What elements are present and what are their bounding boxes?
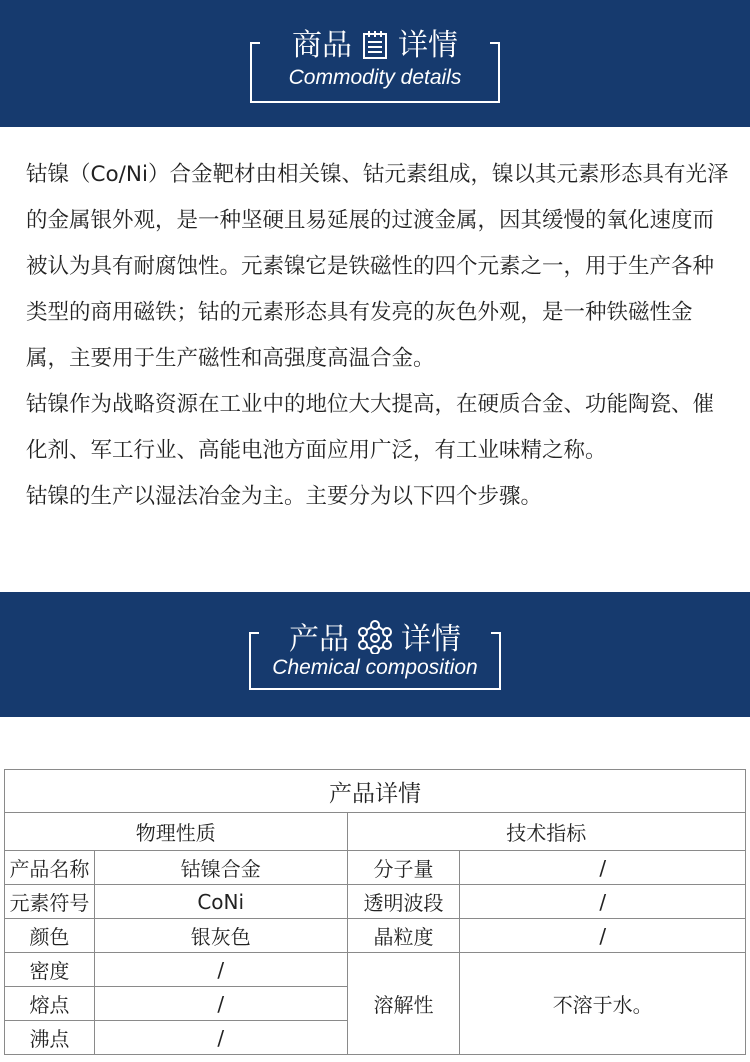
row-label: 产品名称: [5, 851, 95, 885]
section-title-2: [249, 620, 501, 660]
row-label-right: 透明波段: [347, 885, 460, 919]
row-label: 元素符号: [5, 885, 95, 919]
section-title-box-2: [249, 620, 501, 690]
row-value-right: /: [460, 919, 746, 953]
table-title: 产品详情: [5, 770, 746, 813]
intro-paragraph-3: 钴镍的生产以湿法冶金为主。主要分为以下四个步骤。: [26, 484, 543, 509]
row-value: /: [94, 953, 347, 987]
notepad-icon: [360, 30, 390, 66]
left-header: 物理性质: [5, 813, 348, 851]
row-label-right: 晶粒度: [347, 919, 460, 953]
section-title-2-right: 详情: [401, 622, 461, 657]
header-band-commodity: [0, 0, 750, 127]
table-row: [5, 953, 746, 987]
merged-label: 溶解性: [347, 953, 460, 1055]
row-label: 沸点: [5, 1021, 95, 1055]
section-title-2-left: 产品: [289, 622, 349, 657]
row-label: 密度: [5, 953, 95, 987]
row-value: 银灰色: [94, 919, 347, 953]
row-value: CoNi: [94, 885, 347, 919]
molecule-icon: [357, 620, 393, 660]
section-title-box: [250, 30, 500, 103]
table-header-row: [5, 813, 746, 851]
section-title: [250, 30, 500, 66]
row-value-right: /: [460, 851, 746, 885]
row-value: 钴镍合金: [94, 851, 347, 885]
row-label: 颜色: [5, 919, 95, 953]
row-value-right: /: [460, 885, 746, 919]
row-value: /: [94, 1021, 347, 1055]
table-row: [5, 919, 746, 953]
intro-paragraph-2: 钴镍作为战略资源在工业中的地位大大提高，在硬质合金、功能陶瓷、催化剂、军工行业、高能电池方面应用广泛，有工业味精之称。: [26, 392, 715, 463]
row-label-right: 分子量: [347, 851, 460, 885]
merged-value: 不溶于水。: [460, 953, 746, 1055]
row-label: 熔点: [5, 987, 95, 1021]
section-subtitle: Commodity details: [288, 66, 462, 89]
section-title-left: 商品: [292, 28, 352, 63]
row-value: /: [94, 987, 347, 1021]
section-title-right: 详情: [398, 28, 458, 63]
table-title-row: [5, 770, 746, 813]
section-subtitle-2: Chemical composition: [272, 656, 478, 679]
intro-paragraph-1: 钴镍（Co/Ni）合金靶材由相关镍、钴元素组成，镍以其元素形态具有光泽的金属银外观，是一种坚硬且易延展的过渡金属，因其缓慢的氧化速度而被认为具有耐腐蚀性。元素镍它是铁磁性的四个元素之一，用于生产各种类型的商用磁铁；钴的元素形态具有发亮的灰色外观，是一种铁磁性金属，主要用于生产磁性和高强度高温合金。: [26, 162, 729, 371]
product-spec-table: [4, 769, 746, 1055]
table-row: [5, 885, 746, 919]
right-header: 技术指标: [347, 813, 745, 851]
intro-text: [26, 152, 731, 520]
table-row: [5, 851, 746, 885]
